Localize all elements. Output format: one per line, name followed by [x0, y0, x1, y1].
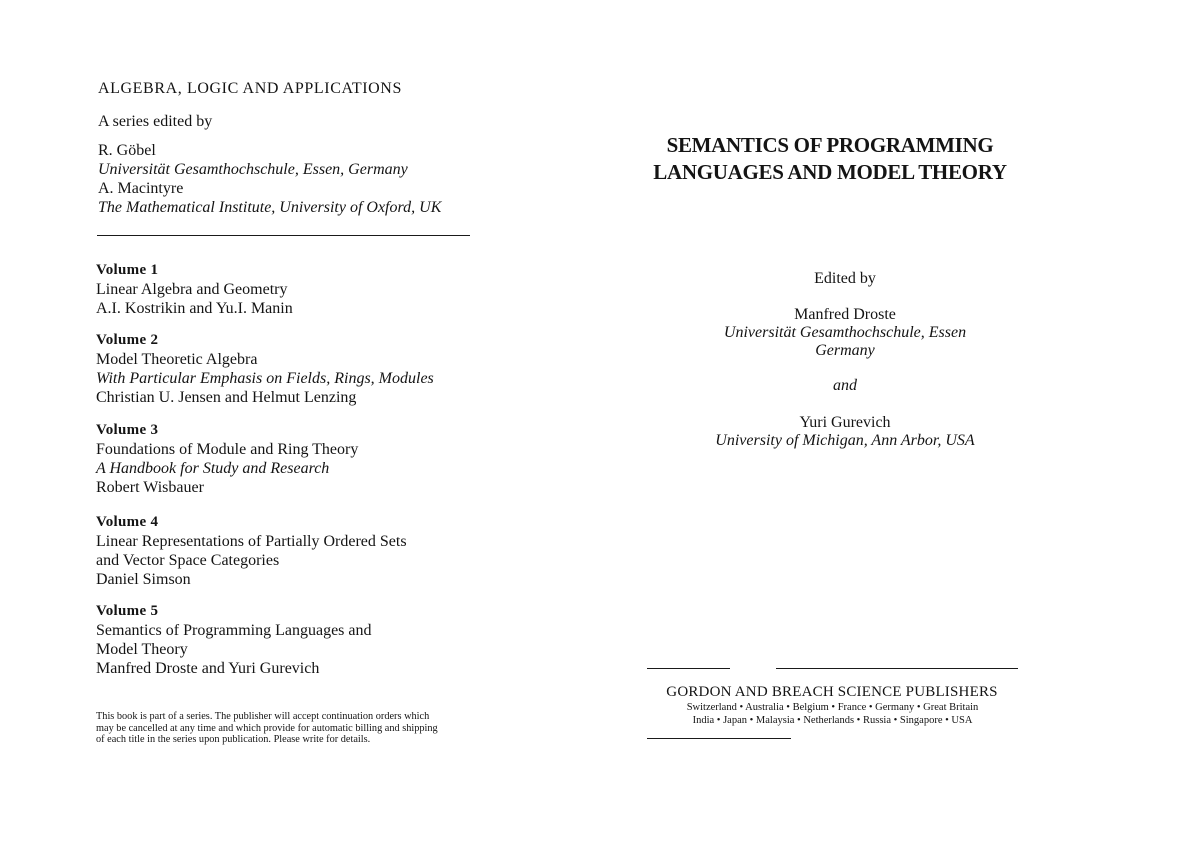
series-note-line: of each title in the series upon publication. Please write for details. — [96, 734, 371, 745]
publisher-rule-bottom — [647, 738, 791, 739]
volume-label: Volume 5 — [96, 603, 159, 619]
series-note — [96, 711, 486, 746]
editor-1-affiliation-line: Germany — [815, 342, 875, 359]
book-title-line: LANGUAGES AND MODEL THEORY — [653, 160, 1007, 184]
publisher-rule-right — [776, 668, 1018, 669]
volume-title: Linear Algebra and Geometry — [96, 281, 288, 298]
series-note-line: This book is part of a series. The publisher will accept continuation orders which — [96, 711, 430, 722]
volume-title: Model Theoretic Algebra — [96, 351, 258, 368]
volume-authors: A.I. Kostrikin and Yu.I. Manin — [96, 300, 293, 317]
volume-1 — [96, 261, 293, 318]
volume-4 — [96, 513, 407, 589]
publisher-name-text: GORDON AND BREACH SCIENCE PUBLISHERS — [666, 684, 998, 700]
volume-label: Volume 1 — [96, 262, 159, 278]
editor-affiliation: Universität Gesamthochschule, Essen, Germany — [98, 161, 408, 178]
editor-1-name: Manfred Droste — [794, 306, 896, 323]
editor-1-affiliation — [650, 324, 1040, 360]
volume-authors: Daniel Simson — [96, 571, 191, 588]
volume-authors: Christian U. Jensen and Helmut Lenzing — [96, 389, 357, 406]
editor-2-name: Yuri Gurevich — [799, 414, 891, 431]
series-title: ALGEBRA, LOGIC AND APPLICATIONS — [98, 80, 402, 97]
editor-name: R. Göbel — [98, 142, 156, 159]
volume-label: Volume 4 — [96, 514, 159, 530]
volume-title: and Vector Space Categories — [96, 552, 280, 569]
volume-title: Model Theory — [96, 641, 188, 658]
publisher-rule-left — [647, 668, 730, 669]
publisher-name — [647, 683, 1017, 701]
volume-3 — [96, 421, 358, 497]
edited-by: Edited by — [814, 270, 876, 287]
volume-title: Semantics of Programming Languages and — [96, 622, 372, 639]
editor-2-affiliation: University of Michigan, Ann Arbor, USA — [715, 432, 975, 449]
series-note-line: may be cancelled at any time and which provide for automatic billing and shipping — [96, 722, 438, 734]
book-title-line: SEMANTICS OF PROGRAMMING — [666, 133, 994, 157]
book-title — [620, 132, 1040, 186]
editor-name: A. Macintyre — [98, 180, 184, 197]
volume-subtitle: With Particular Emphasis on Fields, Rings, Modules — [96, 370, 434, 387]
volume-authors: Robert Wisbauer — [96, 479, 204, 496]
series-divider — [97, 235, 470, 236]
and-separator: and — [833, 377, 857, 394]
volume-5 — [96, 602, 372, 678]
volume-authors: Manfred Droste and Yuri Gurevich — [96, 660, 320, 677]
publisher-countries-line: India • Japan • Malaysia • Netherlands • Russia • Singapore • USA — [692, 715, 973, 726]
volume-label: Volume 2 — [96, 332, 159, 348]
editor-1-affiliation-line: Universität Gesamthochschule, Essen — [723, 324, 967, 341]
publisher-countries-line: Switzerland • Australia • Belgium • France • Germany • Great Britain — [686, 702, 979, 713]
volume-2 — [96, 331, 434, 407]
series-editors — [98, 141, 441, 217]
volume-label: Volume 3 — [96, 422, 159, 438]
volume-title: Foundations of Module and Ring Theory — [96, 441, 359, 458]
volume-subtitle: A Handbook for Study and Research — [96, 460, 330, 477]
volume-title: Linear Representations of Partially Ordered Sets — [96, 533, 407, 550]
editor-affiliation: The Mathematical Institute, University of Oxford, UK — [98, 199, 442, 216]
series-edited-by: A series edited by — [98, 113, 213, 130]
